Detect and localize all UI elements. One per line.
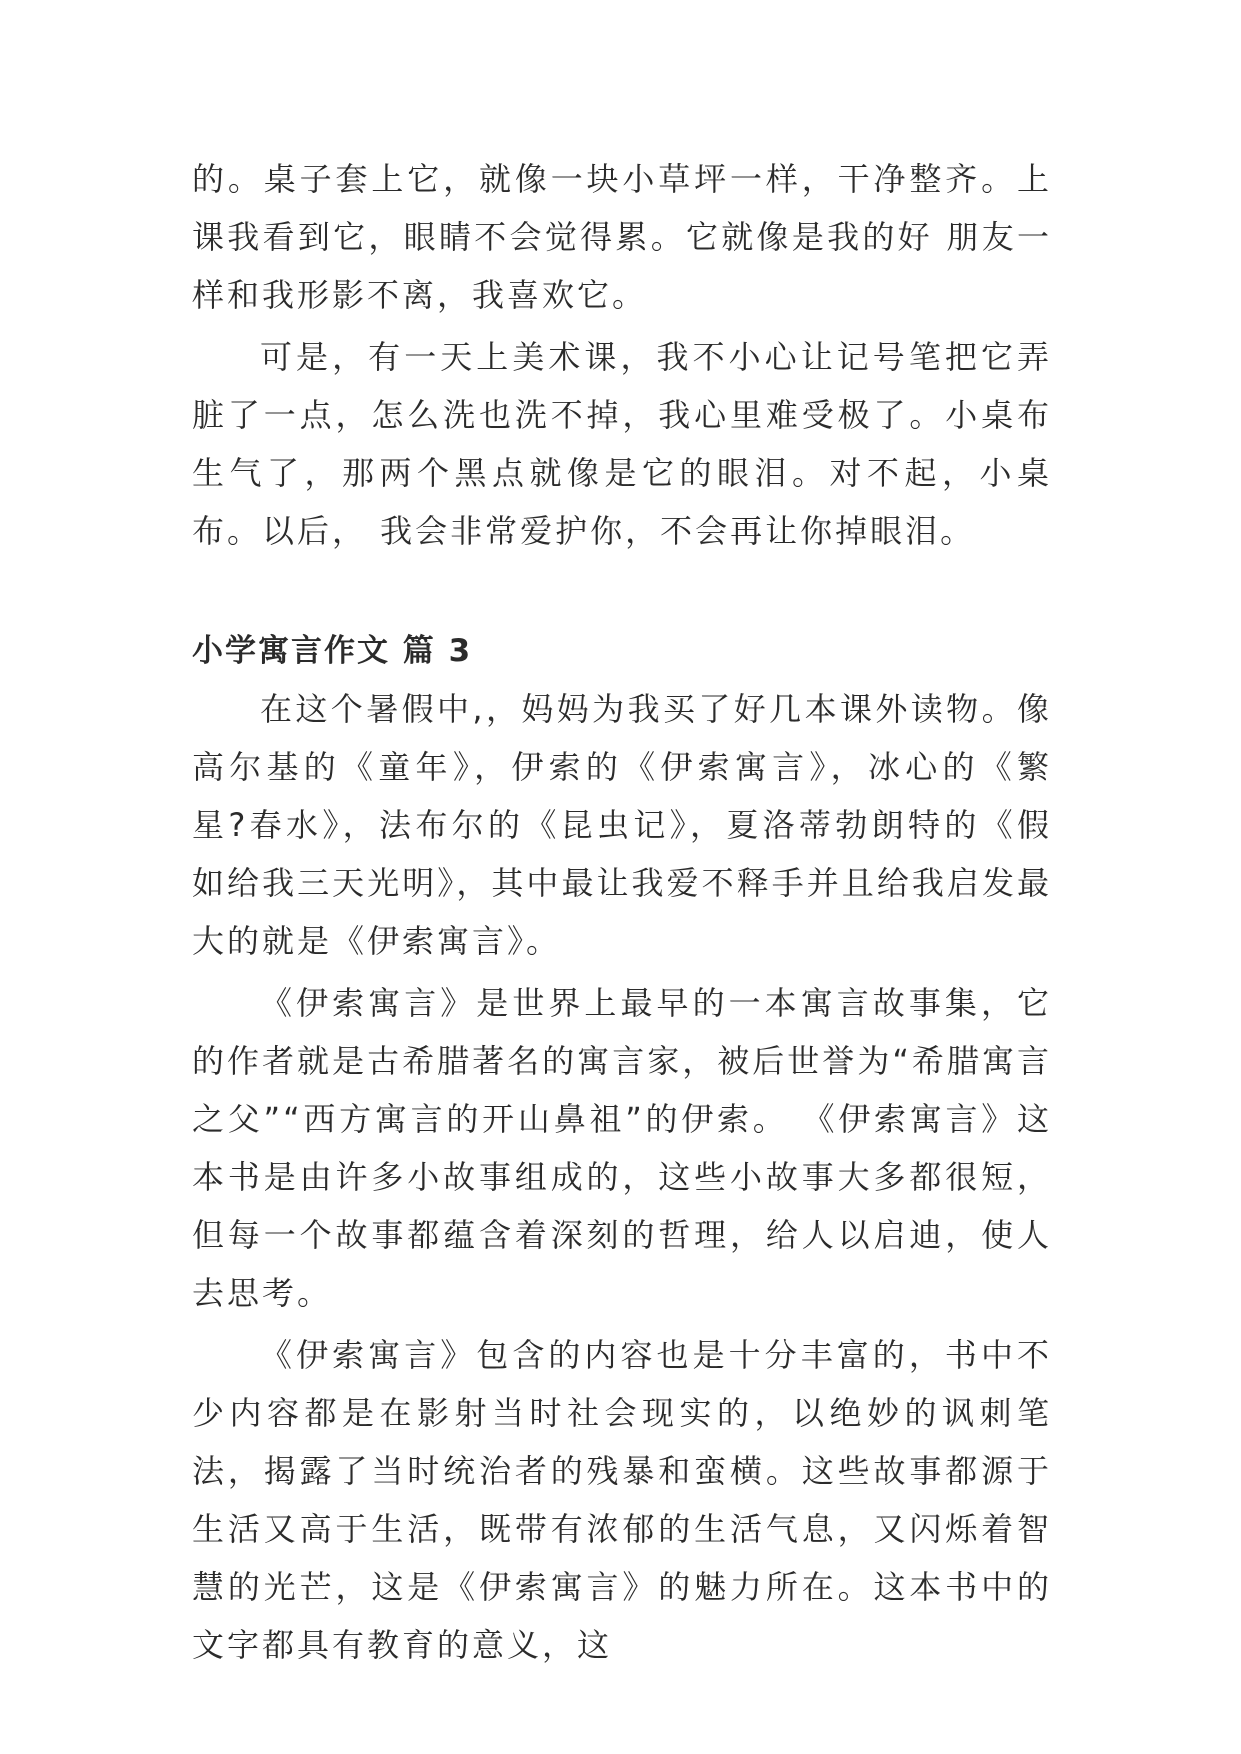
paragraph-aesop-content: 《伊索寓言》包含的内容也是十分丰富的，书中不少内容都是在影射当时社会现实的，以绝妙的讽刺笔法，揭露了当时统治者的残暴和蛮横。这些故事都源于生活又高于生活，既带有浓郁的生活气息，又闪烁着智慧的光芒，这是《伊索寓言》的魅力所在。这本书中的文字都具有教育的意义，这 [192,1336,1052,1664]
paragraph-tablecloth-stain: 可是，有一天上美术课，我不小心让记号笔把它弄脏了一点，怎么洗也洗不掉，我心里难受极了。小桌布生气了，那两个黑点就像是它的眼泪。对不起，小桌布。以后， 我会非常爱护你，不会再让你掉眼泪。 [192,338,1052,550]
paragraph-summer-reading: 在这个暑假中,，妈妈为我买了好几本课外读物。像高尔基的《童年》，伊索的《伊索寓言》，冰心的《繁星?春水》，法布尔的《昆虫记》，夏洛蒂勃朗特的《假如给我三天光明》，其中最让我爱不释手并且给我启发最大的就是《伊索寓言》。 [192,690,1052,960]
paragraph-continuation: 的。桌子套上它，就像一块小草坪一样，干净整齐。上课我看到它，眼睛不会觉得累。它就像是我的好 朋友一样和我形影不离，我喜欢它。 [192,160,1052,314]
section-title: 小学寓言作文 篇 3 [192,633,473,669]
paragraph-aesop-intro: 《伊索寓言》是世界上最早的一本寓言故事集，它的作者就是古希腊著名的寓言家，被后世誉为“希腊寓言之父”“西方寓言的开山鼻祖”的伊索。 《伊索寓言》这本书是由许多小故事组成的，这些小故事大多都很短，但每一个故事都蕴含着深刻的哲理，给人以启迪，使人去思考。 [192,984,1052,1312]
document-page [192,150,1052,1674]
